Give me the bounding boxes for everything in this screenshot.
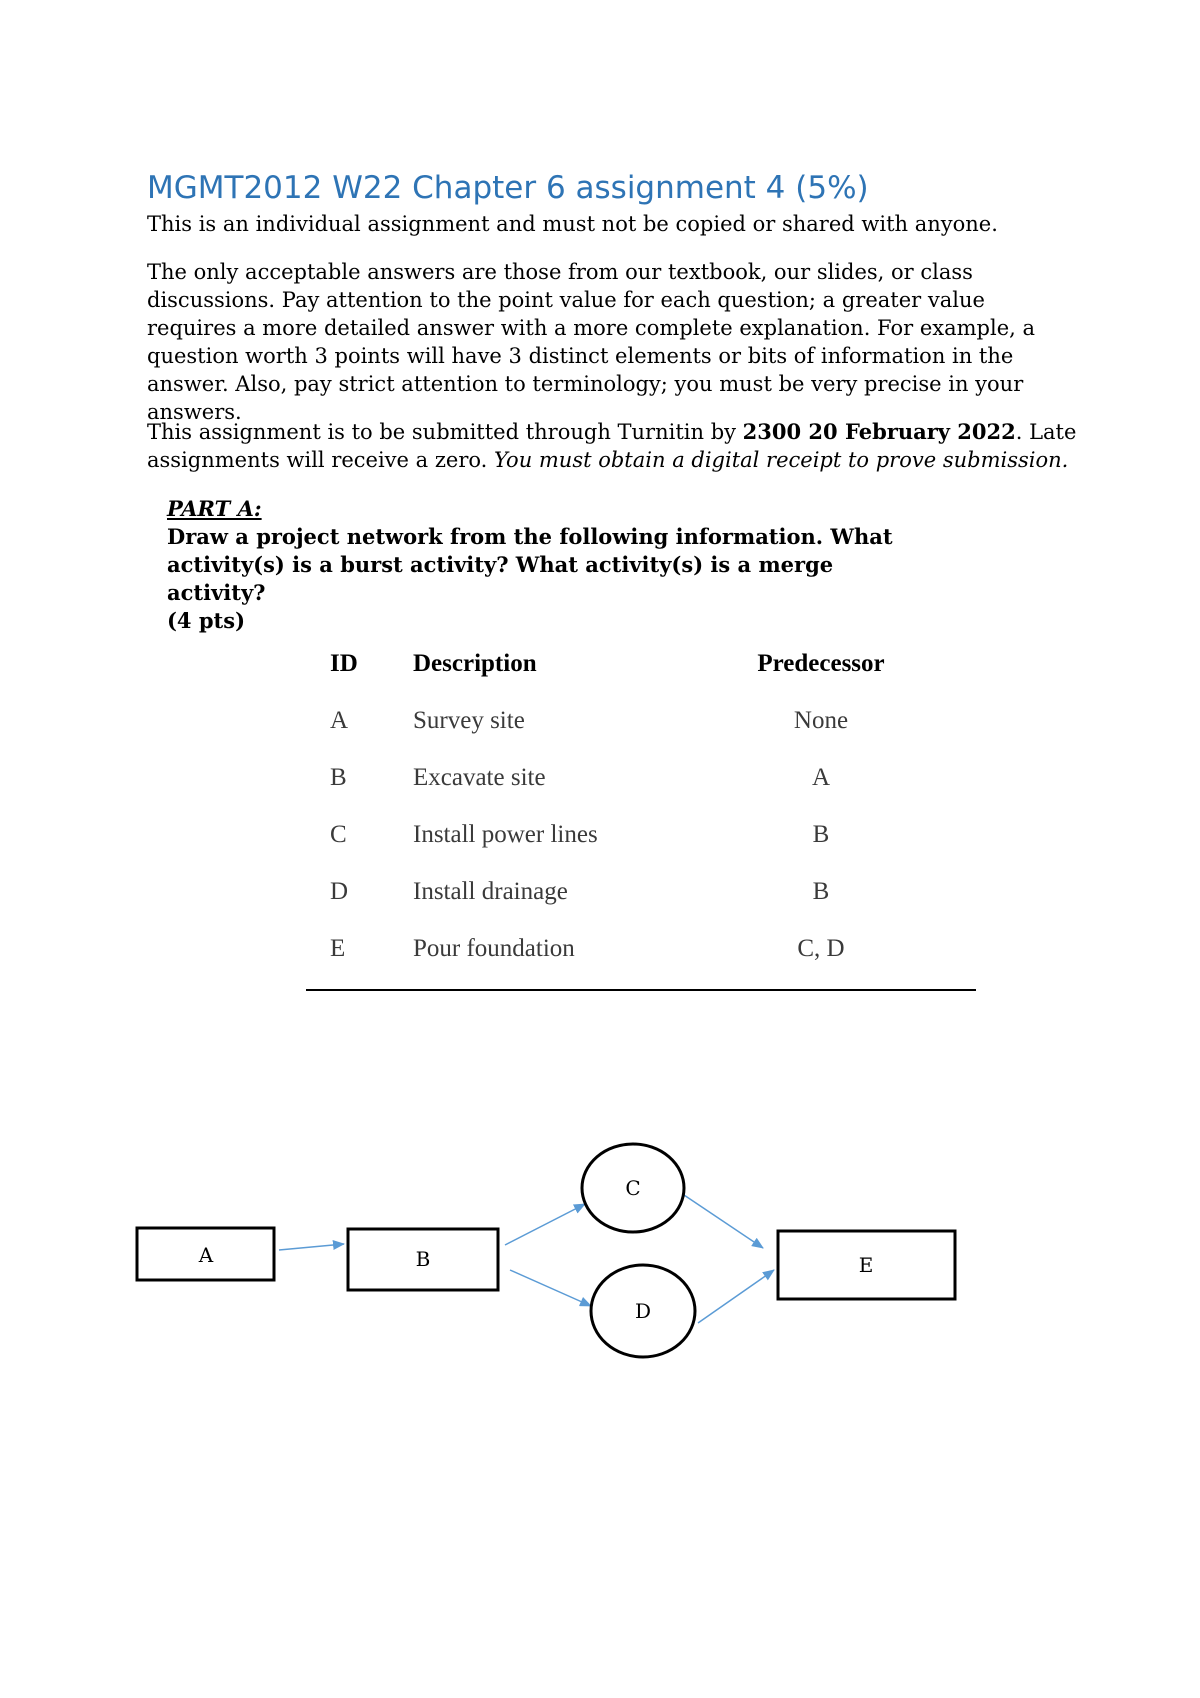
cell-predecessor: B bbox=[812, 821, 830, 848]
submission-suffix: . Late assignments will receive a zero. bbox=[147, 420, 1077, 472]
part-a-label: PART A: bbox=[167, 496, 262, 521]
node-e-label: E bbox=[858, 1253, 874, 1277]
cell-description: Install power lines bbox=[413, 821, 598, 848]
cell-id: A bbox=[330, 707, 349, 734]
edge-d-e bbox=[698, 1270, 774, 1323]
intro-paragraph: This is an individual assignment and must not be copied or shared with anyone. bbox=[147, 212, 998, 236]
submission-note: You must obtain a digital receipt to prove submission. bbox=[494, 448, 1069, 472]
cell-id: E bbox=[330, 935, 346, 962]
header-description: Description bbox=[413, 650, 537, 677]
cell-id: B bbox=[330, 764, 347, 791]
cell-predecessor: C, D bbox=[797, 935, 845, 962]
header-predecessor: Predecessor bbox=[757, 650, 885, 677]
cell-predecessor: None bbox=[793, 707, 849, 734]
cell-id: C bbox=[330, 821, 347, 848]
edge-b-d bbox=[510, 1270, 591, 1306]
header-id: ID bbox=[330, 650, 358, 677]
node-c-label: C bbox=[625, 1176, 641, 1200]
part-a-points: (4 pts) bbox=[167, 608, 246, 633]
edge-a-b bbox=[279, 1244, 344, 1250]
submission-prefix: This assignment is to be submitted through Turnitin by bbox=[147, 420, 743, 444]
node-a-label: A bbox=[198, 1243, 214, 1267]
node-d-label: D bbox=[634, 1299, 652, 1323]
document-title: MGMT2012 W22 Chapter 6 assignment 4 (5%) bbox=[147, 170, 869, 206]
cell-description: Install drainage bbox=[413, 878, 568, 905]
cell-description: Pour foundation bbox=[413, 935, 575, 962]
instructions-paragraph: The only acceptable answers are those from our textbook, our slides, or class discussions. Pay attention to the point value for each question; a greater value requires a more detailed answer with a more complete explanation. For example, a question worth 3 points will have 3 distinct elements or bits of information in the answer. Also, pay strict attention to terminology; you must be very precise in your answers. bbox=[147, 260, 1035, 424]
cell-description: Survey site bbox=[413, 707, 525, 734]
edge-b-c bbox=[505, 1204, 585, 1245]
cell-id: D bbox=[330, 878, 349, 905]
cell-predecessor: A bbox=[811, 764, 831, 791]
edge-c-e bbox=[684, 1195, 763, 1248]
submission-deadline: 2300 20 February 2022 bbox=[742, 419, 1016, 444]
node-b-label: B bbox=[415, 1247, 431, 1271]
cell-predecessor: B bbox=[812, 878, 830, 905]
cell-description: Excavate site bbox=[413, 764, 546, 791]
part-a-question: Draw a project network from the following information. What activity(s) is a burst activity? What activity(s) is a merge activity? bbox=[167, 524, 893, 605]
